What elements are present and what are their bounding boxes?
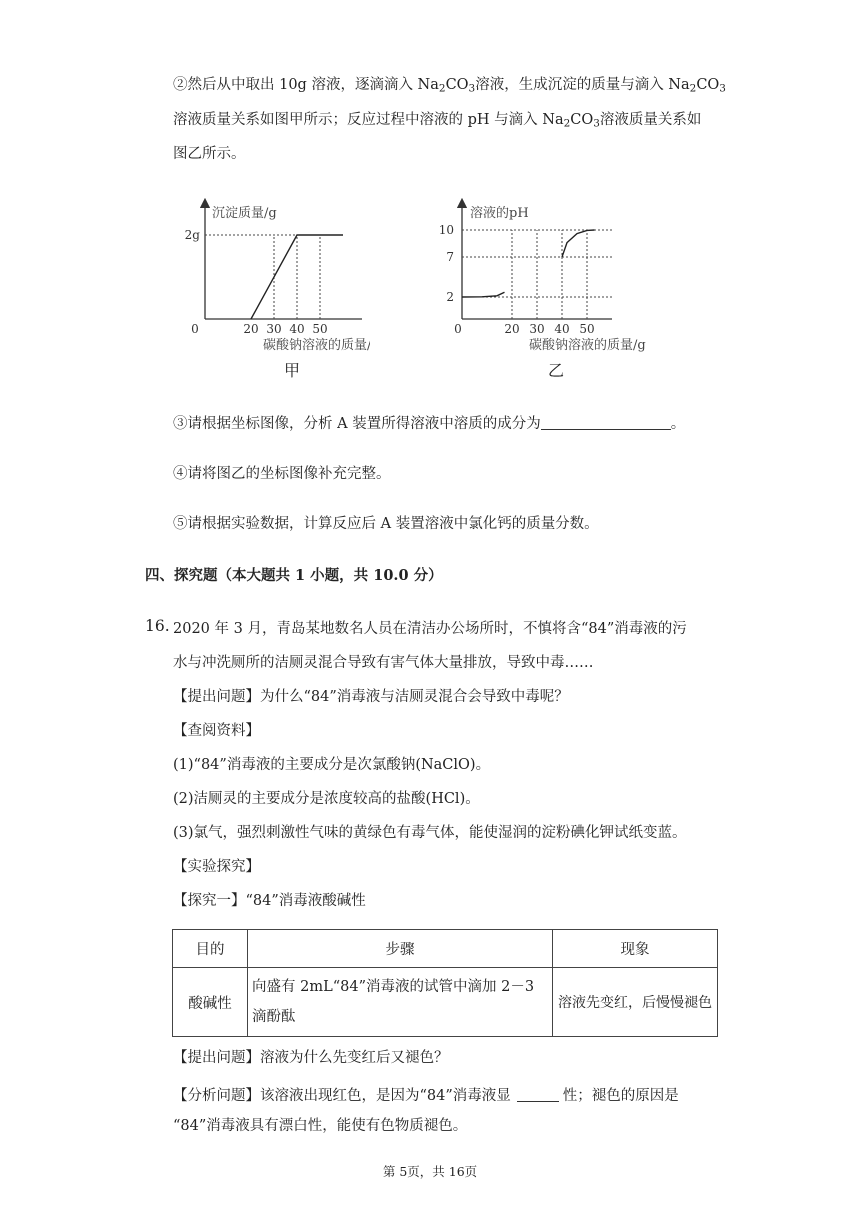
- table-cell-result: 溶液先变红，后慢慢褪色: [553, 968, 718, 1037]
- answer-blank[interactable]: [517, 1087, 559, 1103]
- intro-line-2: 溶液质量关系如图甲所示；反应过程中溶液的 pH 与滴入 $Na_2CO_3$溶液质量关系如: [173, 112, 702, 130]
- q16-ask-2: 【提出问题】溶液为什么先变红后又褪色？: [173, 1050, 449, 1066]
- intro-line-3: 图乙所示。: [173, 146, 246, 162]
- step-line: 向盛有 2mL“84”消毒液的试管中滴加 2－3: [252, 979, 535, 995]
- table-row: [173, 968, 718, 1037]
- q16-line-2: 水与冲洗厕所的洁厕灵混合导致有害气体大量排放，导致中毒……: [173, 655, 594, 671]
- q16-ask: 【提出问题】为什么“84”消毒液与洁厕灵混合会导致中毒呢？: [173, 689, 569, 705]
- q16-analysis: 【分析问题】该溶液出现红色，是因为“84”消毒液显 性；褪色的原因是: [173, 1088, 679, 1104]
- q16-analysis-2: “84”消毒液具有漂白性，能使有色物质褪色。: [173, 1118, 468, 1134]
- x-tick-label: 40: [289, 322, 305, 336]
- x-tick-label: 40: [554, 322, 570, 336]
- x-tick-label: 0: [454, 322, 462, 336]
- chart-caption-yi: 乙: [548, 361, 565, 380]
- x-tick-label: 20: [504, 322, 520, 336]
- intro-line-1: ②然后从中取出 10g 溶液，逐滴滴入 $Na_2CO_3$溶液，生成沉淀的质量与滴入 $Na_2CO_3$: [173, 77, 726, 95]
- q16-exp-head: 【实验探究】: [173, 859, 260, 875]
- x-tick-label: 0: [191, 322, 199, 336]
- table-header: 步骤: [248, 930, 553, 968]
- answer-blank[interactable]: [541, 415, 671, 431]
- x-axis-label: 碳酸钠溶液的质量/g: [263, 338, 370, 353]
- q16-refs-head: 【查阅资料】: [173, 723, 260, 739]
- question-3: ③请根据坐标图像，分析 A 装置所得溶液中溶质的成分为 。: [173, 416, 686, 432]
- y-tick-label: 7: [446, 250, 454, 264]
- question-5: ⑤请根据实验数据，计算反应后 A 装置溶液中氯化钙的质量分数。: [173, 516, 599, 532]
- table-cell-step: [248, 968, 553, 1037]
- q16-ref-3: (3)氯气，强烈刺激性气味的黄绿色有毒气体，能使湿润的淀粉碘化钾试纸变蓝。: [173, 825, 687, 841]
- question-4: ④请将图乙的坐标图像补充完整。: [173, 466, 391, 482]
- y-tick-label: 2: [446, 290, 454, 304]
- table-cell-purpose: 酸碱性: [173, 968, 248, 1037]
- data-curve-1: [562, 230, 595, 257]
- q16-ref-1: (1)“84”消毒液的主要成分是次氯酸钠(NaClO)。: [173, 757, 491, 773]
- page-footer: 第 5页，共 16页: [382, 1164, 478, 1179]
- y-tick-label: 2g: [184, 228, 200, 242]
- section-title: 四、探究题（本大题共 1 小题，共 10.0 分）: [145, 567, 443, 584]
- y-tick-label: 10: [438, 223, 454, 237]
- q16-line-1: 2020 年 3 月，青岛某地数名人员在清洁办公场所时，不慎将含“84”消毒液的污: [173, 621, 687, 637]
- table-header-row: [173, 930, 718, 968]
- data-curve-0: [462, 292, 505, 297]
- question-number: 16.: [145, 617, 170, 635]
- q16-ref-2: (2)洁厕灵的主要成分是浓度较高的盐酸(HCl)。: [173, 791, 480, 807]
- chart-ph: [432, 195, 682, 355]
- x-tick-label: 50: [579, 322, 595, 336]
- chart-precipitate: [180, 195, 370, 355]
- chart-precipitate-svg: [180, 195, 370, 355]
- y-axis-label: 溶液的pH: [470, 206, 529, 221]
- x-axis-label: 碳酸钠溶液的质量/g: [529, 338, 646, 353]
- step-line: 滴酚酞: [252, 1009, 296, 1025]
- x-tick-label: 30: [266, 322, 282, 336]
- y-axis-label: 沉淀质量/g: [212, 206, 277, 221]
- table-header: 目的: [173, 930, 248, 968]
- q16-explore-1: 【探究一】“84”消毒液酸碱性: [173, 893, 366, 909]
- chart-ph-svg: [432, 195, 682, 355]
- x-tick-label: 50: [312, 322, 328, 336]
- chart-caption-jia: 甲: [284, 361, 301, 380]
- x-tick-label: 30: [529, 322, 545, 336]
- table-header: 现象: [553, 930, 718, 968]
- experiment-table: [172, 929, 718, 1037]
- x-tick-label: 20: [243, 322, 259, 336]
